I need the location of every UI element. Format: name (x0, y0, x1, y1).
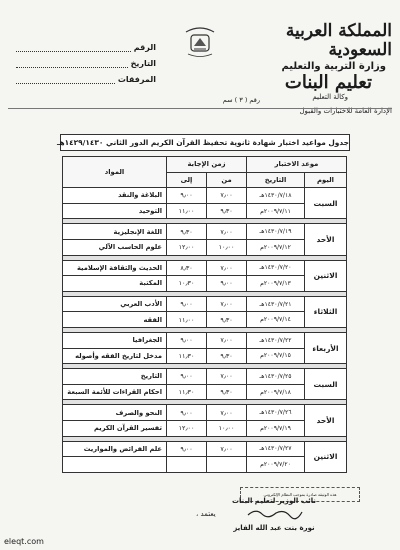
table-row (63, 332, 347, 348)
cell-from: ٩٫٣٠ (207, 384, 247, 400)
cell-from: ٧٫٠٠ (207, 405, 247, 421)
table-row (63, 260, 347, 276)
col-exam-date: موعد الاختبار (247, 157, 347, 173)
ministry-logo (172, 22, 228, 60)
cell-date-gregorian: ٢٠٠٩/٧/١٥م (247, 348, 305, 364)
header-divider (8, 108, 392, 109)
cell-to: ٩٫٠٠ (167, 188, 207, 204)
kingdom-name: المملكة العربية السعودية (285, 21, 392, 60)
cell-to: ٩٫٠٠ (167, 369, 207, 385)
col-to: إلى (167, 172, 207, 188)
signature-block (224, 496, 324, 534)
cell-to: ٩٫٠٠ (167, 405, 207, 421)
girls-education: تعليم البنات (284, 72, 372, 93)
cell-day: السبت (305, 188, 347, 219)
field-date: التاريخ (16, 52, 156, 68)
cell-to: ٩٫٠٠ (167, 332, 207, 348)
cell-to: ٩٫٣٠ (167, 224, 207, 240)
cell-empty (63, 457, 167, 473)
cell-date-gregorian: ٢٠٠٩/٧/١٤م (247, 312, 305, 328)
cell-to: ١١٫٣٠ (167, 348, 207, 364)
cell-subject: الحديث والثقافة الإسلامية (63, 260, 167, 276)
approval-label: يعتمد ، (196, 510, 216, 518)
cell-from: ٧٫٠٠ (207, 188, 247, 204)
cell-date-hijri: ١٤٣٠/٧/١٩هـ (247, 224, 305, 240)
table-row (63, 312, 347, 328)
cell-date-hijri: ١٤٣٠/٧/٢٥هـ (247, 369, 305, 385)
electronic-stamp: هذه الوثيقة صادرة بموجب النظام الإلكتروني (240, 487, 360, 502)
cell-from: ٩٫٣٠ (207, 203, 247, 219)
cell-from: ٧٫٠٠ (207, 296, 247, 312)
cell-subject: احكام القراءات للأئمة السبعة (63, 384, 167, 400)
emblem-icon (180, 22, 220, 60)
cell-to: ١١٫٣٠ (167, 384, 207, 400)
table-row (63, 384, 347, 400)
cell-from: ٧٫٠٠ (207, 260, 247, 276)
col-day: اليوم (305, 172, 347, 188)
cell-subject: البلاغة والنقد (63, 188, 167, 204)
cell-date-gregorian: ٢٠٠٩/٧/١٨م (247, 384, 305, 400)
cell-date-hijri: ١٤٣٠/٧/١٨هـ (247, 188, 305, 204)
cell-to: ١٢٫٠٠ (167, 239, 207, 255)
cell-subject: النحو والصرف (63, 405, 167, 421)
table-row (63, 188, 347, 204)
cell-date-gregorian: ٢٠٠٩/٧/٢٠م (247, 457, 305, 473)
col-from: من (207, 172, 247, 188)
cell-date-hijri: ١٤٣٠/٧/٢٠هـ (247, 260, 305, 276)
signer-role: نائب الوزير لتعليم البنات (231, 497, 317, 505)
cell-date-hijri: ١٤٣٠/٧/٢٦هـ (247, 405, 305, 421)
cell-subject: اللغة الإنجليزية (63, 224, 167, 240)
col-date: التاريخ (247, 172, 305, 188)
cell-empty (167, 457, 207, 473)
col-answer-time: زمن الإجابة (167, 157, 247, 173)
cell-from: ١٠٫٠٠ (207, 420, 247, 436)
signature-icon (244, 507, 304, 519)
exam-schedule-table (62, 156, 347, 473)
cell-from: ٩٫٠٠ (207, 276, 247, 292)
cell-date-hijri: ١٤٣٠/٧/٢١هـ (247, 296, 305, 312)
cell-day: الأحد (305, 224, 347, 255)
table-row (63, 224, 347, 240)
cell-to: ٩٫٠٠ (167, 296, 207, 312)
ministry-name: وزارة التربية والتعليم (281, 61, 386, 72)
cell-subject: الأدب العربي (63, 296, 167, 312)
schedule-body (63, 188, 347, 473)
cell-empty (207, 457, 247, 473)
admin-name: الإدارة العامة للاختبارات والقبول (299, 107, 392, 115)
table-row (63, 420, 347, 436)
table-row (63, 239, 347, 255)
cell-from: ٧٫٠٠ (207, 441, 247, 457)
cell-to: ١١٫٠٠ (167, 203, 207, 219)
cell-subject: مدخل لتاريخ الفقه وأصوله (63, 348, 167, 364)
cell-subject: علوم الحاسب الآلي (63, 239, 167, 255)
table-row (63, 203, 347, 219)
document-title: جدول مواعيد اختبار شهادة ثانوية تحفيظ القرآن الكريم الدور الثاني ١٤٢٩/١٤٣٠هـ (60, 134, 350, 151)
letterhead (242, 22, 392, 116)
cell-from: ٧٫٠٠ (207, 224, 247, 240)
cell-day: السبت (305, 369, 347, 400)
cell-from: ١٠٫٠٠ (207, 239, 247, 255)
table-row (63, 348, 347, 364)
cell-to: ٩٫٠٠ (167, 441, 207, 457)
cell-date-hijri: ١٤٣٠/٧/٢٢هـ (247, 332, 305, 348)
cell-day: الاثنين (305, 441, 347, 472)
cell-date-gregorian: ٢٠٠٩/٧/١٩م (247, 420, 305, 436)
cell-to: ١٢٫٠٠ (167, 420, 207, 436)
deputy-name: وكالة التعليم (312, 93, 348, 101)
cell-day: الأربعاء (305, 332, 347, 363)
cell-subject: الجغرافيا (63, 332, 167, 348)
field-attachments: المرفقات (16, 68, 156, 84)
cell-day: الاثنين (305, 260, 347, 291)
cell-date-gregorian: ٢٠٠٩/٧/١٢م (247, 239, 305, 255)
cell-from: ٧٫٠٠ (207, 369, 247, 385)
table-row (63, 441, 347, 457)
cell-from: ٩٫٣٠ (207, 348, 247, 364)
field-number: الرقم (16, 36, 156, 52)
cell-to: ٨٫٣٠ (167, 260, 207, 276)
reference-fields (16, 36, 156, 84)
site-watermark: eleqt.com (4, 537, 44, 546)
col-subjects: المواد (63, 157, 167, 188)
cell-to: ١٠٫٣٠ (167, 276, 207, 292)
reference-number: رقم ( ٣ ) سم (222, 96, 260, 104)
cell-from: ٩٫٣٠ (207, 312, 247, 328)
cell-day: الثلاثاء (305, 296, 347, 327)
cell-day: الأحد (305, 405, 347, 436)
cell-date-gregorian: ٢٠٠٩/٧/١١م (247, 203, 305, 219)
table-row (63, 296, 347, 312)
table-row (63, 457, 347, 473)
cell-subject: التاريخ (63, 369, 167, 385)
cell-subject: تفسير القرآن الكريم (63, 420, 167, 436)
cell-subject: الفقه (63, 312, 167, 328)
cell-subject: التوحيد (63, 203, 167, 219)
cell-from: ٧٫٠٠ (207, 332, 247, 348)
cell-date-gregorian: ٢٠٠٩/٧/١٣م (247, 276, 305, 292)
table-row (63, 405, 347, 421)
table-row (63, 369, 347, 385)
table-row (63, 276, 347, 292)
cell-subject: علم الفرائض والمواريث (63, 441, 167, 457)
cell-date-hijri: ١٤٣٠/٧/٢٧هـ (247, 441, 305, 457)
signer-name: نورة بنت عبد الله الفايز (233, 524, 315, 532)
cell-subject: المكتبة (63, 276, 167, 292)
cell-to: ١١٫٠٠ (167, 312, 207, 328)
